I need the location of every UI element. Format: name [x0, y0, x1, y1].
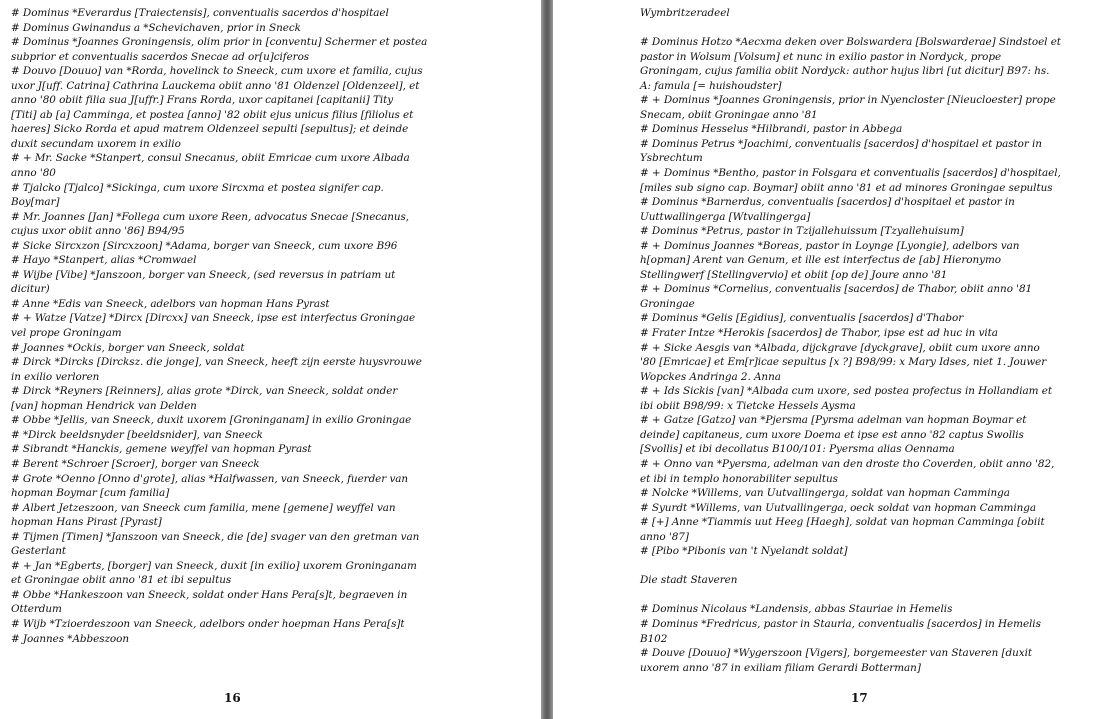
right-page-line: [Svollis] et ibi decollatus B100/101: Pyersma alias Oennama [640, 443, 955, 456]
right-page-line: # + Gatze [Gatzo] van *Pjersma [Pyrsma adelman van hopman Boymar et [640, 414, 1027, 427]
left-page-line: # Dirck *Reyners [Reinners], alias grote *Dirck, van Sneeck, soldat onder [11, 385, 398, 398]
right-page-line: Groningae [640, 297, 695, 310]
left-page-text [11, 6, 533, 646]
right-page-line: '80 [Emricae] et Em[r]icae sepultus [x ?] B98/99: x Mary Idses, niet 1. Jouwer [640, 356, 1047, 369]
left-page-line: hopman Hans Pirast [Pyrast] [11, 516, 162, 529]
left-page-line: # Dirck *Dircks [Dircksz. die jonge], van Sneeck, heeft zijn eerste huysvrouwe [11, 356, 422, 369]
right-page-line: [miles sub signo cap. Boymar] obiit anno '81 et ad minores Groningae sepultus [640, 181, 1053, 194]
right-page-line: # + Onno van *Pyersma, adelman van den droste tho Coverden, obiit anno '82, [640, 457, 1055, 470]
right-page-line: # + Sicke Aesgis van *Albada, dijckgrave [dyckgrave], obiit cum uxore anno [640, 341, 1040, 354]
right-page-number: 17 [851, 691, 868, 705]
left-page-line: # Tjalcko [Tjalco] *Sickinga, cum uxore Sircxma et postea signifer cap. [11, 181, 384, 194]
right-page-line: # Douve [Douuo] *Wygerszoon [Vigers], borgemeester van Staveren [duxit [640, 647, 1032, 660]
right-page-line: A: famula [= huishoudster] [640, 79, 782, 92]
right-page-line: Wymbritzeradeel [640, 7, 730, 19]
left-page-line: # + Jan *Egberts, [borger] van Sneeck, duxit [in exilio] uxorem Groninganam [11, 559, 417, 572]
right-page-line: et ibi in templo honorabiliter sepultus [640, 472, 838, 485]
right-page-line: anno '87] [640, 530, 689, 543]
left-page-line: hopman Boymar [cum familia] [11, 487, 170, 500]
right-page-line: # Dominus Hesselus *Hilbrandi, pastor in Abbega [640, 123, 903, 136]
left-page-line: # Wijb *Tzioerdeszoon van Sneeck, adelbors onder hoepman Hans Pera[s]t [11, 617, 405, 630]
left-page-line: anno '80 obiit filia sua J[uffr.] Frans Rorda, uxor capitanei [capitanii] Tity [11, 94, 394, 107]
left-page-line: # Wijbe [Vibe] *Janszoon, borger van Sneeck, (sed reversus in patriam ut [11, 268, 396, 281]
left-page-line: duxit secundam uxorem in exilio [11, 137, 181, 150]
left-page-line: in exilio verloren [11, 370, 100, 383]
left-page-line: # Dominus *Everardus [Traiectensis], conventualis sacerdos d'hospitael [11, 7, 389, 19]
left-page-line: # Obbe *Jellis, van Sneeck, duxit uxorem [Groninganam] in exilio Groningae [11, 414, 412, 427]
left-page-line: # Tijmen [Timen] *Janszoon van Sneeck, die [de] svager van den gretman van [11, 530, 420, 543]
right-page-line: # Dominus Petrus *Joachimi, conventualis [sacerdos] d'hospitael et pastor in [640, 137, 1042, 150]
right-page-line [640, 559, 1083, 574]
left-page-line: vel prope Groningam [11, 327, 122, 340]
left-page-line: [Titi] ab [a] Camminga, et postea [anno] '82 obiit ejus unicus filius [filiolus et [11, 108, 414, 121]
left-page-line: haeres] Sicko Rorda et apud matrem Oldenzeel sepulti [sepultus]; et deinde [11, 123, 409, 136]
right-page-line: # Syurdt *Willems, van Uutvallingerga, oeck soldat van hopman Camminga [640, 501, 1036, 514]
left-page-line: anno '80 [11, 167, 56, 180]
right-page-line: Snecam, obiit Groningae anno '81 [640, 108, 818, 121]
right-page [553, 0, 1095, 719]
left-page-line: Otterdum [11, 603, 62, 616]
right-page-line: Groningam, cujus familia obiit Nordyck: author hujus libri [ut dicitur] B97: hs. [640, 65, 1050, 78]
right-page-text [640, 6, 1083, 675]
left-page-line: dicitur) [11, 283, 50, 296]
left-page-line: Gesterlant [11, 545, 66, 558]
left-page-line: uxor J[uff. Catrina] Cathrina Lauckema obiit anno '81 Oldenzel [Oldenzeel], et [11, 79, 420, 92]
right-page-line: Uuttwallingerga [Wtvallingerga] [640, 210, 811, 223]
right-page-line: # Frater Intze *Herokis [sacerdos] de Thabor, ipse est ad huc in vita [640, 327, 998, 340]
left-page-line: # Dominus *Joannes Groningensis, olim prior in [conventu] Schermer et postea [11, 36, 428, 49]
left-page-line: # Joannes *Abbeszoon [11, 632, 129, 645]
left-page-line: # Albert Jetzeszoon, van Sneeck cum familia, mene [gemene] weyffel van [11, 501, 396, 514]
left-page-number: 16 [224, 691, 241, 705]
right-page-line [640, 588, 1083, 603]
right-page-line: Ysbrechtum [640, 152, 703, 165]
right-page-line: # Dominus Hotzo *Aecxma deken over Bolswardera [Bolswarderae] Sindstoel et [640, 36, 1061, 49]
left-page-line: cujus uxor obiit anno '86] B94/95 [11, 225, 185, 238]
right-page-line: # [+] Anne *Tiammis uut Heeg [Haegh], soldat van hopman Camminga [obiit [640, 516, 1045, 529]
right-page-line: # Nolcke *Willems, van Uutvallingerga, soldat van hopman Camminga [640, 487, 1010, 500]
right-page-line: # + Dominus Joannes *Boreas, pastor in Loynge [Lyongie], adelbors van [640, 239, 1020, 252]
left-page-line: # Joannes *Ockis, borger van Sneeck, soldat [11, 341, 245, 354]
right-page-line: uxorem anno '87 in exiliam filiam Gerardi Botterman] [640, 661, 921, 674]
right-page-line: deinde] capitaneus, cum uxore Doema et ipse est anno '82 captus Swollis [640, 428, 1024, 441]
right-page-line: # + Dominus *Bentho, pastor in Folsgara et conventualis [sacerdos] d'hospitael, [640, 167, 1061, 180]
left-page [0, 0, 541, 719]
left-page-line: # *Dirck beeldsnyder [beeldsnider], van Sneeck [11, 428, 263, 441]
right-page-line: # + Ids Sickis [van] *Albada cum uxore, sed postea profectus in Hollandiam et [640, 385, 1052, 398]
right-page-line: Die stadt Staveren [640, 574, 738, 587]
left-page-line: [van] hopman Hendrick van Delden [11, 399, 197, 412]
right-page-line: # Dominus *Barnerdus, conventualis [sacerdos] d'hospitael et pastor in [640, 196, 1015, 209]
left-page-line: # Mr. Joannes [Jan] *Follega cum uxore Reen, advocatus Snecae [Snecanus, [11, 210, 410, 223]
left-page-line: # Dominus Gwinandus a *Schevichaven, prior in Sneck [11, 21, 301, 34]
left-page-line: # Sibrandt *Hanckis, gemene weyffel van hopman Pyrast [11, 443, 312, 456]
left-page-line: # + Mr. Sacke *Stanpert, consul Snecanus, obiit Emricae cum uxore Albada [11, 152, 410, 165]
right-page-line: pastor in Wolsum [Volsum] et nunc in exilio pastor in Nordyck, prope [640, 50, 1002, 63]
right-page-line: Stellingwerf [Stellingvervio] et obiit [op de] Joure anno '81 [640, 268, 948, 281]
right-page-line: # Dominus *Gelis [Egidius], conventualis [sacerdos] d'Thabor [640, 312, 964, 325]
left-page-line: # Obbe *Hankeszoon van Sneeck, soldat onder Hans Pera[s]t, begraeven in [11, 588, 408, 601]
left-page-line: # Douvo [Douuo] van *Rorda, hovelinck to Sneeck, cum uxore et familia, cujus [11, 65, 423, 78]
left-page-line: # Hayo *Stanpert, alias *Cromwael [11, 254, 197, 267]
left-page-line: subprior et conventualis sacerdos Snecae ad or[u]ciferos [11, 50, 310, 63]
left-page-line: # Grote *Oenno [Onno d'grote], alias *Halfwassen, van Sneeck, fuerder van [11, 472, 409, 485]
left-page-line: Boy[mar] [11, 196, 60, 209]
right-page-line: # Dominus *Fredricus, pastor in Stauria, conventualis [sacerdos] in Hemelis [640, 617, 1041, 630]
right-page-line: h[opman] Arent van Genum, et ille est interfectus de [ab] Hieronymo [640, 254, 1001, 267]
page-gutter [541, 0, 553, 719]
right-page-line: # + Dominus *Joannes Groningensis, prior in Nyencloster [Nieucloester] prope [640, 94, 1056, 107]
right-page-line [640, 21, 1083, 36]
right-page-line: Wopckes Andringa 2. Anna [640, 370, 781, 383]
left-page-line: # Berent *Schroer [Scroer], borger van Sneeck [11, 457, 260, 470]
right-page-line: # Dominus Nicolaus *Landensis, abbas Stauriae in Hemelis [640, 603, 953, 616]
left-page-line: # Anne *Edis van Sneeck, adelbors van hopman Hans Pyrast [11, 297, 330, 310]
right-page-line: # + Dominus *Cornelius, conventualis [sacerdos] de Thabor, obiit anno '81 [640, 283, 1033, 296]
left-page-line: et Groningae obiit anno '81 et ibi sepultus [11, 574, 232, 587]
left-page-line: # Sicke Sircxzon [Sircxzoon] *Adama, borger van Sneeck, cum uxore B96 [11, 239, 398, 252]
right-page-line: # [Pibo *Pibonis van 't Nyelandt soldat] [640, 545, 848, 558]
right-page-line: # Dominus *Petrus, pastor in Tzijallehuissum [Tzyallehuisum] [640, 225, 964, 238]
right-page-line: ibi obiit B98/99: x Tietcke Hessels Aysma [640, 399, 856, 412]
left-page-line: # + Watze [Vatze] *Dircx [Dircxx] van Sneeck, ipse est interfectus Groningae [11, 312, 416, 325]
right-page-line: B102 [640, 632, 668, 645]
